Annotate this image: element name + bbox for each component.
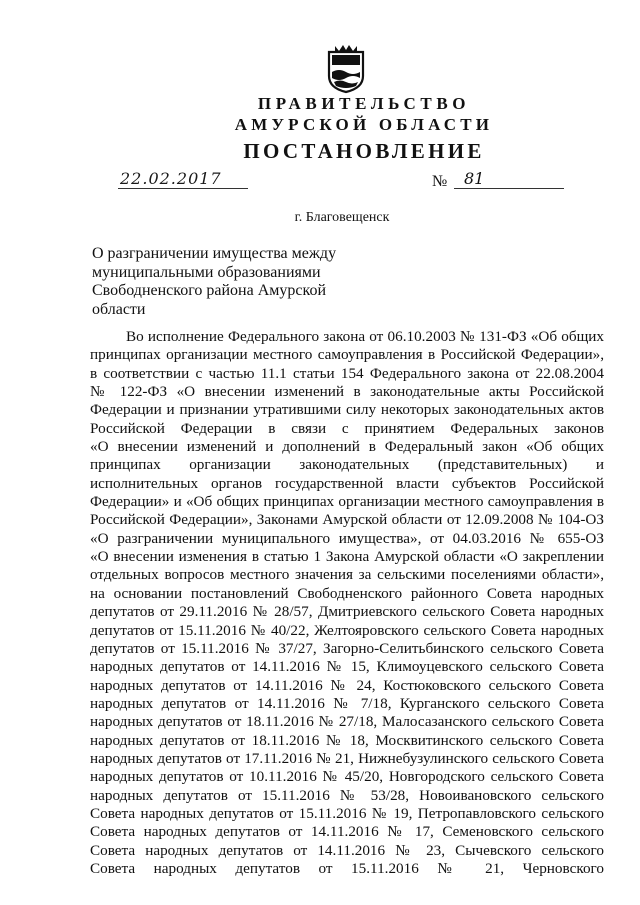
subject-line: области — [92, 300, 146, 318]
subject-line: О разграничении имущества между — [92, 245, 337, 262]
body-line: Федерации» и «Об общих принципах организации местного самоуправления в — [90, 493, 604, 511]
body-line: народных депутатов от 17.11.2016 № 21, Нижнебузулинского сельского Совета — [90, 749, 604, 767]
body-line: Российской Федерации», Законами Амурской области от 12.09.2008 № 104-ОЗ — [90, 511, 604, 529]
body-line: народных депутатов от 14.11.2016 № 15, Климоуцевского сельского Совета — [90, 658, 604, 676]
body-line: депутатов от 15.11.2016 № 40/22, Желтояровского сельского Совета народных — [90, 621, 604, 639]
body-line: на основании постановлений Свободненского районного Совета народных — [90, 584, 604, 602]
body-line: исполнительных органов государственной власти субъектов Российской — [90, 474, 604, 492]
body-line: «О внесении изменений и дополнений в Федеральный закон «Об общих — [90, 438, 604, 456]
body-line: народных депутатов от 14.11.2016 № 24, Костюковского сельского Совета — [90, 676, 604, 694]
body-line: депутатов от 15.11.2016 № 37/27, Загорно-Селитьбинского сельского Совета — [90, 639, 604, 657]
body-line: отдельных вопросов местного значения за сельскими поселениями области», — [90, 566, 604, 584]
body-line: «О разграничении муниципального имущества», от 04.03.2016 № 655-ОЗ — [90, 529, 604, 547]
document-number: 81 — [454, 170, 564, 189]
body-line: народных депутатов от 15.11.2016 № 53/28, Новоивановского сельского — [90, 786, 604, 804]
body-line: депутатов от 29.11.2016 № 28/57, Дмитриевского сельского Совета народных — [90, 603, 604, 621]
body-line: принципах организации законодательных (представительных) и — [90, 456, 604, 474]
number-label: № — [432, 173, 448, 190]
body-line: № 122-ФЗ «О внесении изменений в законодательные акты Российской — [90, 383, 604, 401]
body-line: Совета народных депутатов от 14.11.2016 № 17, Семеновского сельского — [90, 823, 604, 841]
body-line: в соответствии с частью 11.1 статьи 154 Федерального закона от 22.08.2004 — [90, 364, 604, 382]
coat-of-arms-icon — [325, 42, 367, 94]
body-line: народных депутатов от 14.11.2016 № 7/18, Курганского сельского Совета — [90, 694, 604, 712]
document-date: 22.02.2017 — [118, 170, 248, 189]
document-type-title: ПОСТАНОВЛЕНИЕ — [243, 139, 485, 163]
body-line: народных депутатов от 18.11.2016 № 18, Москвитинского сельского Совета — [90, 731, 604, 749]
document-subject — [92, 245, 352, 319]
body-line: Федерации и признании утратившими силу некоторых законодательных актов — [90, 401, 604, 419]
body-line: Российской Федерации в связи с принятием Федеральных законов — [90, 419, 604, 437]
body-line: народных депутатов от 10.11.2016 № 45/20, Новгородского сельского Совета — [90, 768, 604, 786]
subject-line: муниципальными образованиями — [92, 263, 321, 281]
body-line: «О внесении изменения в статью 1 Закона Амурской области «О закреплении — [90, 548, 604, 566]
body-line: Совета народных депутатов от 15.11.2016 № 21, Черновского — [90, 859, 604, 877]
city-line: г. Благовещенск — [294, 210, 390, 225]
subject-line: Свободненского района Амурской — [92, 282, 327, 299]
body-line: народных депутатов от 18.11.2016 № 27/18, Малосазанского сельского Совета — [90, 713, 604, 731]
body-line: Совета народных депутатов от 15.11.2016 № 19, Петропавловского сельского — [90, 804, 604, 822]
body-line: Во исполнение Федерального закона от 06.10.2003 № 131-ФЗ «Об общих — [126, 328, 604, 345]
body-line: принципах организации местного самоуправления в Российской Федерации», — [90, 346, 604, 364]
body-line: Совета народных депутатов от 14.11.2016 № 23, Сычевского сельского — [90, 841, 604, 859]
document-body — [90, 328, 604, 878]
issuer-title-line2: АМУРСКОЙ ОБЛАСТИ — [234, 115, 494, 134]
issuer-title-line1: ПРАВИТЕЛЬСТВО — [257, 94, 471, 113]
